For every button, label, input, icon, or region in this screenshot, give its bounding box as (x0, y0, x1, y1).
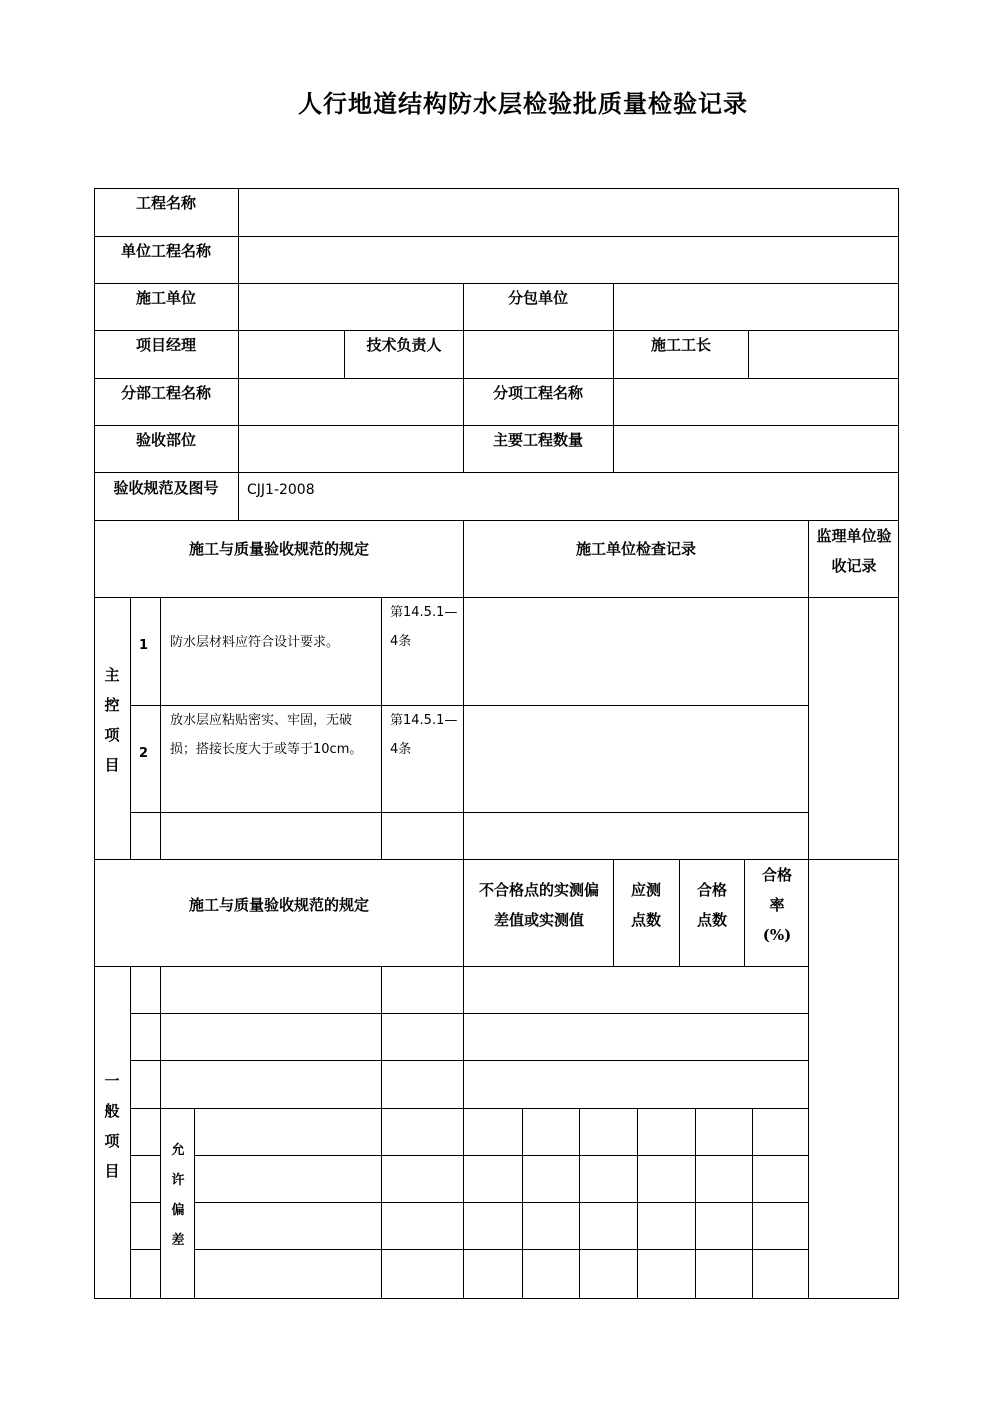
general-spec-header: 施工与质量验收规范的规定 (188, 896, 370, 914)
main-control-char: 目 (104, 756, 120, 774)
general-items-char: 项 (104, 1132, 120, 1150)
document-title: 人行地道结构防水层检验批质量检验记录 (298, 89, 748, 118)
item-clause: 第14.5.1—4条 (390, 605, 458, 649)
allowed-deviation-label (170, 1136, 186, 1256)
should-measure-header: 应测点数 (630, 881, 661, 929)
item-text: 防水层材料应符合设计要求。 (170, 635, 340, 650)
general-items-char: 目 (104, 1162, 120, 1180)
supervision-header: 监理单位验收记录 (816, 527, 892, 575)
deviation-header: 不合格点的实测偏差值或实测值 (478, 881, 599, 929)
main-quantity-label: 主要工程数量 (492, 431, 584, 449)
allowed-deviation-char: 许 (171, 1173, 185, 1188)
check-record-header: 施工单位检查记录 (575, 540, 697, 558)
subcontractor-label: 分包单位 (507, 289, 569, 307)
project-manager-label: 项目经理 (135, 336, 197, 354)
unit-project-name-label: 单位工程名称 (120, 242, 212, 260)
main-control-char: 控 (104, 696, 120, 714)
main-control-char: 主 (104, 666, 120, 684)
project-name-label: 工程名称 (135, 194, 197, 212)
spec-label: 验收规范及图号 (113, 479, 219, 497)
general-items-char: 一 (104, 1072, 120, 1090)
acceptance-location-label: 验收部位 (135, 431, 197, 449)
qualified-points-header: 合格点数 (696, 881, 727, 929)
subitem-name-label: 分项工程名称 (492, 384, 584, 402)
technical-lead-label: 技术负责人 (366, 336, 442, 354)
main-control-label (102, 660, 122, 780)
qualified-rate-header: 合格率(%) (761, 866, 792, 944)
allowed-deviation-char: 差 (171, 1233, 185, 1248)
main-control-char: 项 (104, 726, 120, 744)
allowed-deviation-char: 偏 (171, 1203, 185, 1218)
spec-value: CJJ1-2008 (247, 482, 315, 498)
construction-unit-label: 施工单位 (135, 289, 197, 307)
main-spec-header: 施工与质量验收规范的规定 (188, 540, 370, 558)
item-number: 1 (139, 638, 149, 653)
item-text: 放水层应粘贴密实、牢固，无破损；搭接长度大于或等于10cm。 (170, 713, 363, 757)
foreman-label: 施工工长 (650, 336, 712, 354)
item-clause: 第14.5.1—4条 (390, 713, 458, 757)
general-items-label (102, 1066, 122, 1186)
allowed-deviation-char: 允 (171, 1143, 185, 1158)
item-number: 2 (139, 746, 149, 761)
division-name-label: 分部工程名称 (120, 384, 212, 402)
general-items-char: 般 (104, 1102, 120, 1120)
